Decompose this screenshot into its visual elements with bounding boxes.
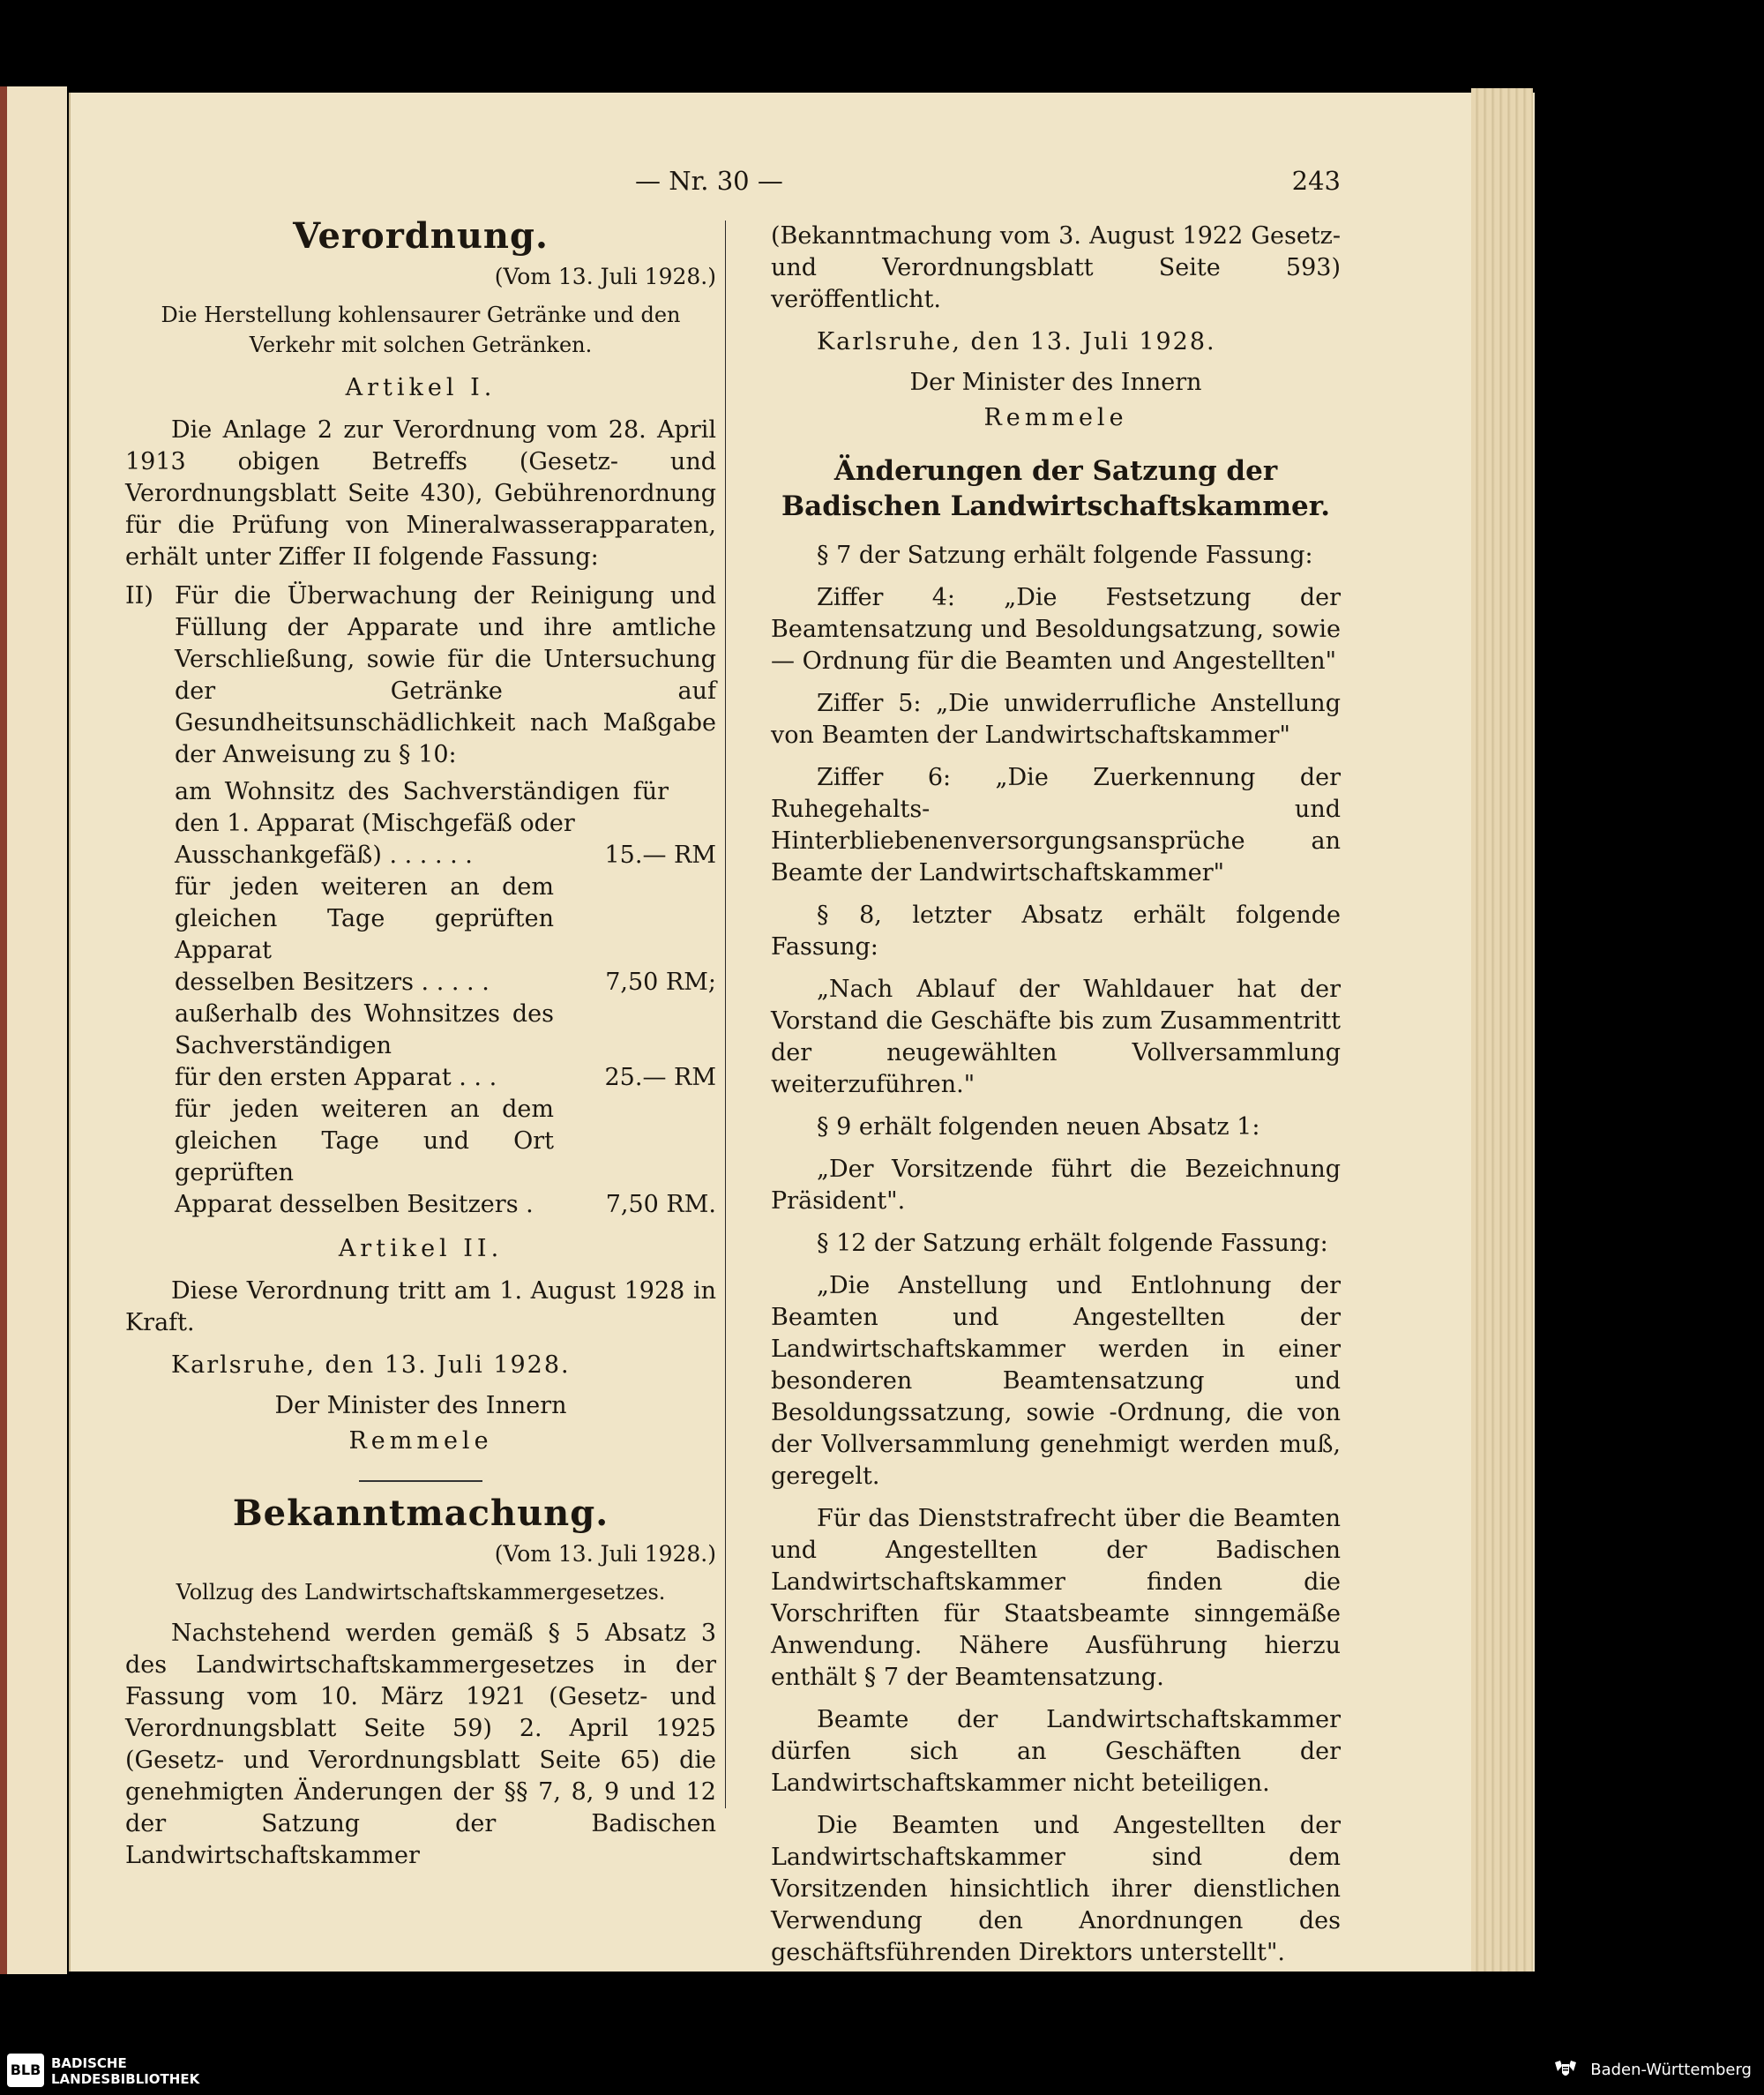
fee-item [125,580,716,1221]
library-name [51,2055,199,2087]
page-number: 243 [1291,166,1341,196]
left-page-edge [0,86,67,1974]
verordnung-title: Verordnung. [293,215,549,257]
bekanntmachung-subject: Vollzug des Landwirtschaftskammergesetzes. [176,1580,666,1605]
ziffer-4: Ziffer 4: „Die Festsetzung der Beamtensatzung und Besoldungsatzung, sowie — Ordnung für die Beamten und Angestellten" [771,584,1341,675]
bekanntmachung-date: (Vom 13. Juli 1928.) [494,1541,716,1567]
fee2-desc2: desselben Besitzers . . . . . [175,969,490,996]
bekanntmachung-continuation: (Bekanntmachung vom 3. August 1922 Gesetz- und Verordnungsblatt Seite 593) veröffentlicht. [771,222,1341,313]
right-minister: Der Minister des Innern [909,369,1202,396]
article2-text: Diese Verordnung tritt am 1. August 1928 in Kraft. [125,1277,716,1336]
right-column [771,221,1341,1969]
right-signature: Remmele [983,404,1128,431]
bekanntmachung-text: Nachstehend werden gemäß § 5 Absatz 3 des Landwirtschaftskammergesetzes in der Fassung vom 10. März 1921 (Gesetz- und Verordnungsblatt Seite 59) 2. April 1925 (Gesetz- und Verordnungsblatt Seite 65) die genehmigten Änderungen der §§ 7, 8, 9 und 12 der Satzung der Badischen Landwirtschaftskammer [125,1620,716,1869]
item-text: Für die Überwachung der Reinigung und Füllung der Apparate und ihre amtliche Verschließung, sowie für die Untersuchung der Getränke auf Gesundheitsunschädlichkeit nach Maßgabe der Anweisung zu § 10: [175,582,716,768]
column-divider [725,221,726,1808]
footer-bar [0,2046,1764,2095]
state-name: Baden-Württemberg [1590,2061,1752,2079]
fee4-desc2: Apparat desselben Besitzers . [175,1191,534,1218]
section-separator [359,1480,482,1482]
fee4-desc: für jeden weiteren an dem gleichen Tage und Ort geprüften [175,1096,554,1186]
fee1-desc2: Ausschankgefäß) . . . . . . [175,842,473,869]
coat-of-arms-icon [1552,2059,1579,2082]
fee2-desc: für jeden weiteren an dem gleichen Tage geprüften Apparat [175,873,554,964]
right-place-date: Karlsruhe, den 13. Juli 1928. [817,328,1216,355]
para-9-text: „Der Vorsitzende führt die Bezeichnung Präsident". [771,1156,1341,1215]
fee1-amount: 15.— RM [604,842,716,869]
para-12-text: „Die Anstellung und Entlohnung der Beamten und Angestellten der Landwirtschaftskammer werden in einer besonderen Beamtensatzung und Besoldungssatzung, sowie -Ordnung, die von der Vollversammlung genehmigt werden muß, geregelt. [771,1272,1341,1490]
para-8-text: „Nach Ablauf der Wahldauer hat der Vorstand die Geschäfte bis zum Zusammentritt der neugewählten Vollversammlung weiterzuführen." [771,976,1341,1098]
bekanntmachung-title: Bekanntmachung. [232,1493,609,1534]
verordnung-subject: Die Herstellung kohlensaurer Getränke und den Verkehr mit solchen Getränken. [161,303,681,357]
fee3-amount: 25.— RM [604,1064,716,1091]
place-date: Karlsruhe, den 13. Juli 1928. [171,1351,571,1379]
fee-list [175,776,716,1221]
fee1-desc: am Wohnsitz des Sachverständigen für den 1. Apparat (Mischgefäß oder [175,778,669,837]
beamte-text: Beamte der Landwirtschaftskammer dürfen sich an Geschäften der Landwirtschaftskammer nicht beteiligen. [771,1706,1341,1797]
amendments-title: Änderungen der Satzung der Badischen Landwirtschaftskammer. [781,455,1331,522]
left-column [125,215,716,1872]
library-line2: LANDESBIBLIOTHEK [51,2071,200,2087]
fee3-desc2: für den ersten Apparat . . . [175,1064,497,1091]
article2-heading: Artikel II. [338,1235,504,1262]
fee4-amount: 7,50 RM. [605,1191,716,1218]
para-12-intro: § 12 der Satzung erhält folgende Fassung: [817,1230,1328,1257]
page-stack-edge [1471,88,1533,1972]
para-9-intro: § 9 erhält folgenden neuen Absatz 1: [817,1113,1260,1141]
state-brand [1552,2059,1753,2082]
book-spine [0,86,7,1974]
direktor-text: Die Beamten und Angestellten der Landwirtschaftskammer sind dem Vorsitzenden hinsichtlich ihrer dienstlichen Verwendung den Anordnungen des geschäftsführenden Direktors unterstellt". [771,1812,1341,1966]
article1-text: Die Anlage 2 zur Verordnung vom 28. April 1913 obigen Betreffs (Gesetz- und Verordnungsblatt Seite 430), Gebührenordnung für die Prüfung von Mineralwasserapparaten, erhält unter Ziffer II folgende Fassung: [125,416,716,571]
verordnung-date: (Vom 13. Juli 1928.) [494,264,716,289]
fee2-amount: 7,50 RM; [605,969,716,996]
item-label: II) [125,582,153,610]
para-8-intro: § 8, letzter Absatz erhält folgende Fassung: [771,902,1341,961]
ziffer-5: Ziffer 5: „Die unwiderrufliche Anstellung von Beamten der Landwirtschaftskammer" [771,690,1341,749]
dienststrafrecht-text: Für das Dienststrafrecht über die Beamten und Angestellten der Badischen Landwirtschaftskammer finden die Vorschriften für Staatsbeamte sinngemäße Anwendung. Nähere Ausführung hierzu enthält § 7 der Beamtensatzung. [771,1505,1341,1691]
minister: Der Minister des Innern [274,1392,567,1419]
signature: Remmele [348,1427,493,1455]
article1-heading: Artikel I. [345,374,497,401]
fee3-desc: außerhalb des Wohnsitzes des Sachverständigen [175,1000,554,1059]
issue-number: — Nr. 30 — [635,166,783,196]
blb-logo: BLB [7,2054,44,2087]
ziffer-6: Ziffer 6: „Die Zuerkennung der Ruhegehalts- und Hinterbliebenenversorgungsansprüche an Beamte der Landwirtschaftskammer" [771,764,1341,887]
library-line1: BADISCHE [51,2055,127,2071]
para-7-intro: § 7 der Satzung erhält folgende Fassung: [817,542,1313,569]
